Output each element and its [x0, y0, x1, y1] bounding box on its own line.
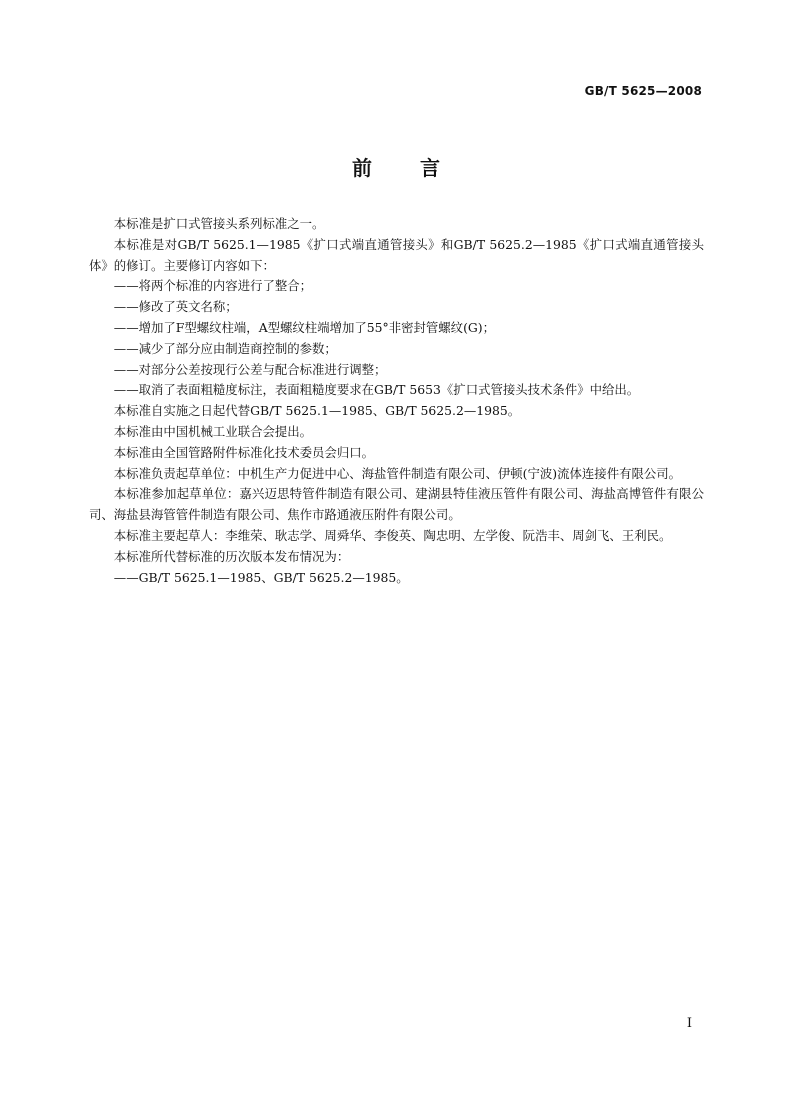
paragraph: 本标准主要起草人：李维荣、耿志学、周舜华、李俊英、陶忠明、左学俊、阮浩丰、周剑飞、王利民。 [113, 527, 672, 543]
page-number: I [686, 1016, 692, 1031]
standard-number: GB/T 5625—2008 [584, 84, 702, 98]
list-item: ——减少了部分应由制造商控制的参数； [113, 340, 337, 356]
paragraph: 本标准由中国机械工业联合会提出。 [113, 423, 313, 439]
paragraph: 本标准是扩口式管接头系列标准之一。 [113, 216, 325, 231]
paragraph: 本标准所代替标准的历次版本发布情况为： [113, 548, 350, 564]
list-item: ——GB/T 5625.1—1985、GB/T 5625.2—1985。 [113, 569, 409, 585]
paragraph: 本标准自实施之日起代替GB/T 5625.1—1985、GB/T 5625.2—1985。 [113, 403, 521, 419]
list-item: ——取消了表面粗糙度标注，表面粗糙度要求在GB/T 5653《扩口式管接头技术条件》中给出。 [113, 382, 640, 398]
list-item: ——对部分公差按现行公差与配合标准进行调整； [113, 361, 387, 377]
foreword-body [89, 214, 704, 588]
paragraph: 本标准参加起草单位：嘉兴迈思特管件制造有限公司、建湖县特佳液压管件有限公司、海盐高博管件有限公司、海盐县海管管件制造有限公司、焦作市路通液压附件有限公司。 [89, 486, 704, 523]
paragraph: 本标准负责起草单位：中机生产力促进中心、海盐管件制造有限公司、伊顿(宁波)流体连接件有限公司。 [113, 465, 682, 481]
page-title: 前言 [352, 156, 488, 180]
paragraph: 本标准是对GB/T 5625.1—1985《扩口式端直通管接头》和GB/T 5625.2—1985《扩口式端直通管接头体》的修订。主要修订内容如下： [89, 236, 704, 273]
list-item: ——修改了英文名称； [113, 299, 238, 315]
paragraph: 本标准由全国管路附件标准化技术委员会归口。 [113, 444, 374, 460]
list-item: ——增加了F型螺纹柱端，A型螺纹柱端增加了55°非密封管螺纹(G)； [113, 319, 496, 335]
list-item: ——将两个标准的内容进行了整合； [113, 278, 313, 294]
